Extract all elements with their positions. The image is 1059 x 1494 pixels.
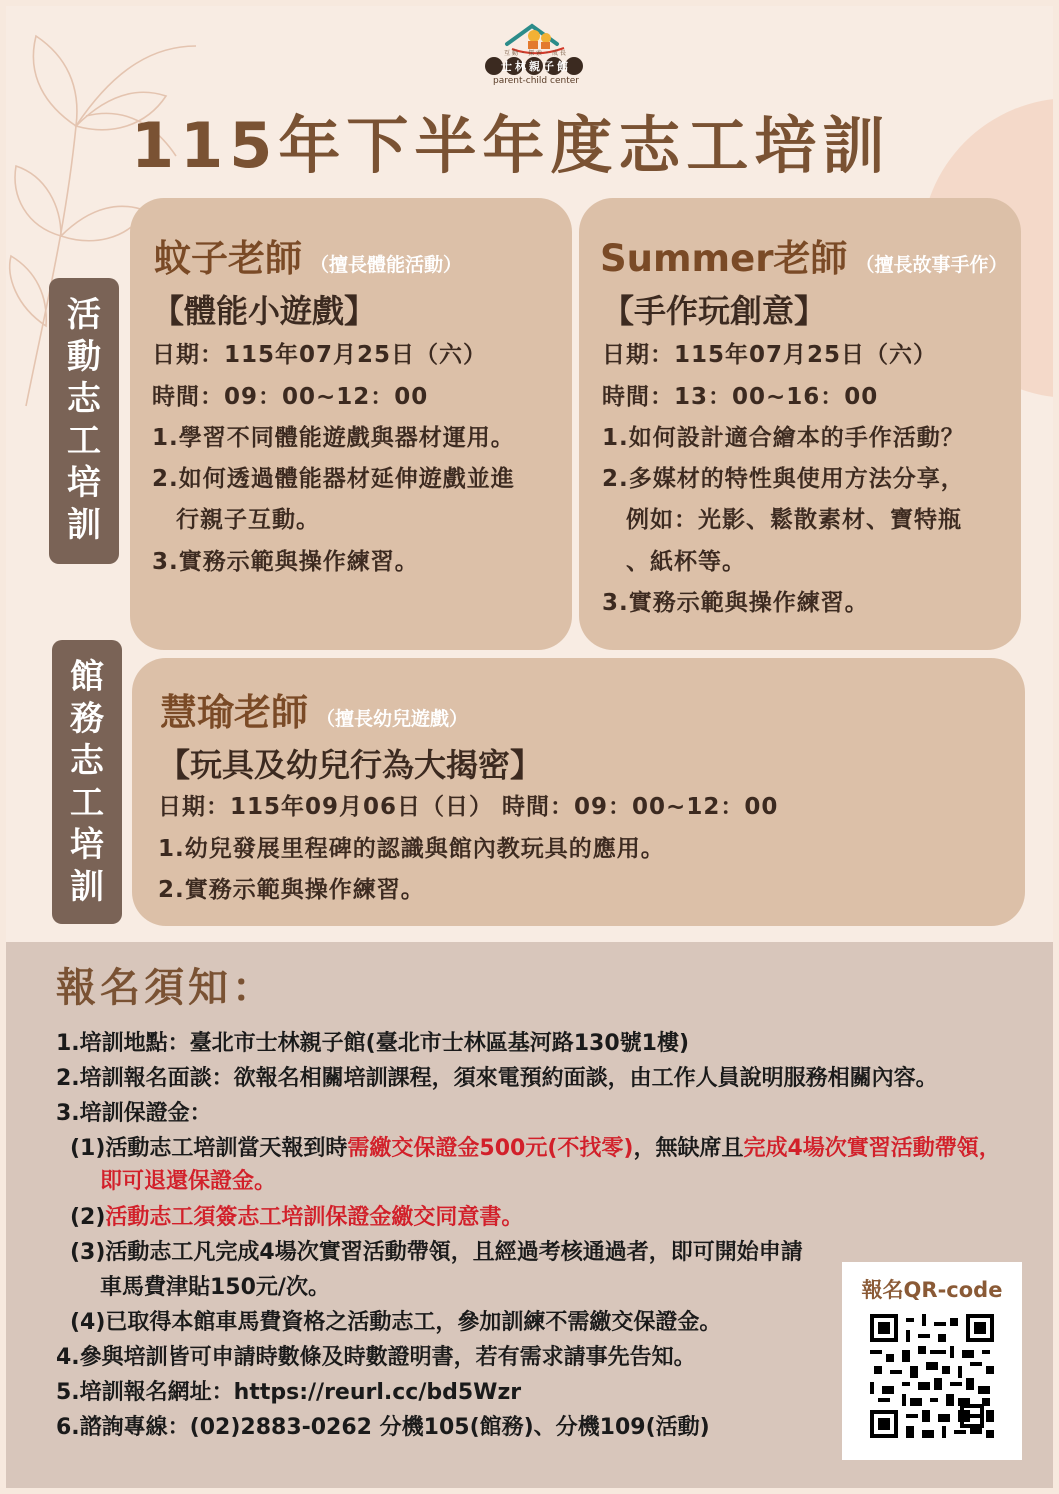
side-label-hall: 館 務 志 工 培 訓: [52, 640, 122, 924]
notice-line: 即可退還保證金。: [100, 1169, 277, 1194]
notice-line: (2)活動志工須簽志工培訓保證金繳交同意書。: [70, 1205, 524, 1230]
card-line: 日期：115年07月25日（六）: [152, 342, 488, 368]
course-title-left: 【體能小遊戲】: [152, 292, 377, 330]
notice-line: 3.培訓保證金：: [56, 1101, 212, 1126]
card-line: 例如：光影、鬆散素材、寶特瓶: [602, 507, 962, 533]
card-line: 3.實務示範與操作練習。: [152, 549, 419, 575]
course-title-bottom: 【玩具及幼兒行為大揭密】: [158, 746, 543, 784]
notice-line: (1)活動志工培訓當天報到時需繳交保證金500元(不找零)，無缺席且完成4場次實習活動帶領，: [70, 1136, 1001, 1161]
card-line: 3.實務示範與操作練習。: [602, 590, 869, 616]
logo-tagline: 互動・探索・成長: [503, 50, 568, 57]
card-line: 2.實務示範與操作練習。: [158, 877, 425, 903]
notice-title: 報名須知：: [56, 965, 276, 1011]
registration-notice: [6, 942, 1053, 1488]
card-line: 、紙杯等。: [602, 549, 746, 575]
page-title: 115年下半年度志工培訓: [131, 109, 891, 182]
card-line: 1.幼兒發展里程碑的認識與館內教玩具的應用。: [158, 836, 665, 862]
notice-line: 4.參與培訓皆可申請時數條及時數證明書，若有需求請事先告知。: [56, 1345, 696, 1370]
notice-line: 5.培訓報名網址：https://reurl.cc/bd5Wzr: [56, 1380, 522, 1405]
course-title-right: 【手作玩創意】: [602, 292, 827, 330]
side-label-activity: 活 動 志 工 培 訓: [49, 278, 119, 564]
notice-line: (3)活動志工凡完成4場次實習活動帶領，且經過考核通過者，即可開始申請: [70, 1240, 803, 1265]
teacher-name-left: 蚊子老師 （擅長體能活動）: [154, 237, 463, 280]
notice-line: (4)已取得本館車馬費資格之活動志工，參加訓練不需繳交保證金。: [70, 1310, 722, 1335]
notice-line: 1.培訓地點：臺北市士林親子館(臺北市士林區基河路130號1樓): [56, 1031, 690, 1056]
card-line: 1.學習不同體能遊戲與器材運用。: [152, 425, 515, 451]
notice-line: 車馬費津貼150元/次。: [100, 1275, 330, 1300]
card-line: 2.如何透過體能器材延伸遊戲並進: [152, 466, 515, 492]
teacher-specialty-right: （擅長故事手作）: [855, 254, 1008, 276]
card-line: 行親子互動。: [152, 507, 320, 533]
notice-line: 2.培訓報名面談：欲報名相關培訓課程，須來電預約面談，由工作人員說明服務相關內容。: [56, 1066, 938, 1091]
card-line: 2.多媒材的特性與使用方法分享，: [602, 466, 965, 492]
teacher-name-right: Summer老師 （擅長故事手作）: [600, 237, 1008, 280]
qr-title: 報名QR-code: [861, 1278, 1003, 1302]
logo-english: parent-child center: [493, 76, 579, 86]
logo-name: 士林親子館: [501, 60, 571, 73]
card-line: 時間：13：00~16：00: [602, 384, 879, 410]
card-line: 日期：115年09月06日（日） 時間：09：00~12：00: [158, 794, 779, 820]
poster: [6, 6, 1053, 1488]
qr-code-box: [842, 1262, 1022, 1460]
qr-code-icon[interactable]: [870, 1314, 994, 1438]
teacher-name-bottom: 慧瑜老師 （擅長幼兒遊戲）: [160, 691, 469, 734]
card-line: 1.如何設計適合繪本的手作活動？: [602, 425, 965, 451]
card-line: 日期：115年07月25日（六）: [602, 342, 938, 368]
teacher-specialty-bottom: （擅長幼兒遊戲）: [316, 708, 469, 730]
notice-line: 6.諮詢專線：(02)2883-0262 分機105(館務)、分機109(活動): [56, 1415, 710, 1440]
card-line: 時間：09：00~12：00: [152, 384, 429, 410]
teacher-specialty-left: （擅長體能活動）: [310, 254, 463, 276]
